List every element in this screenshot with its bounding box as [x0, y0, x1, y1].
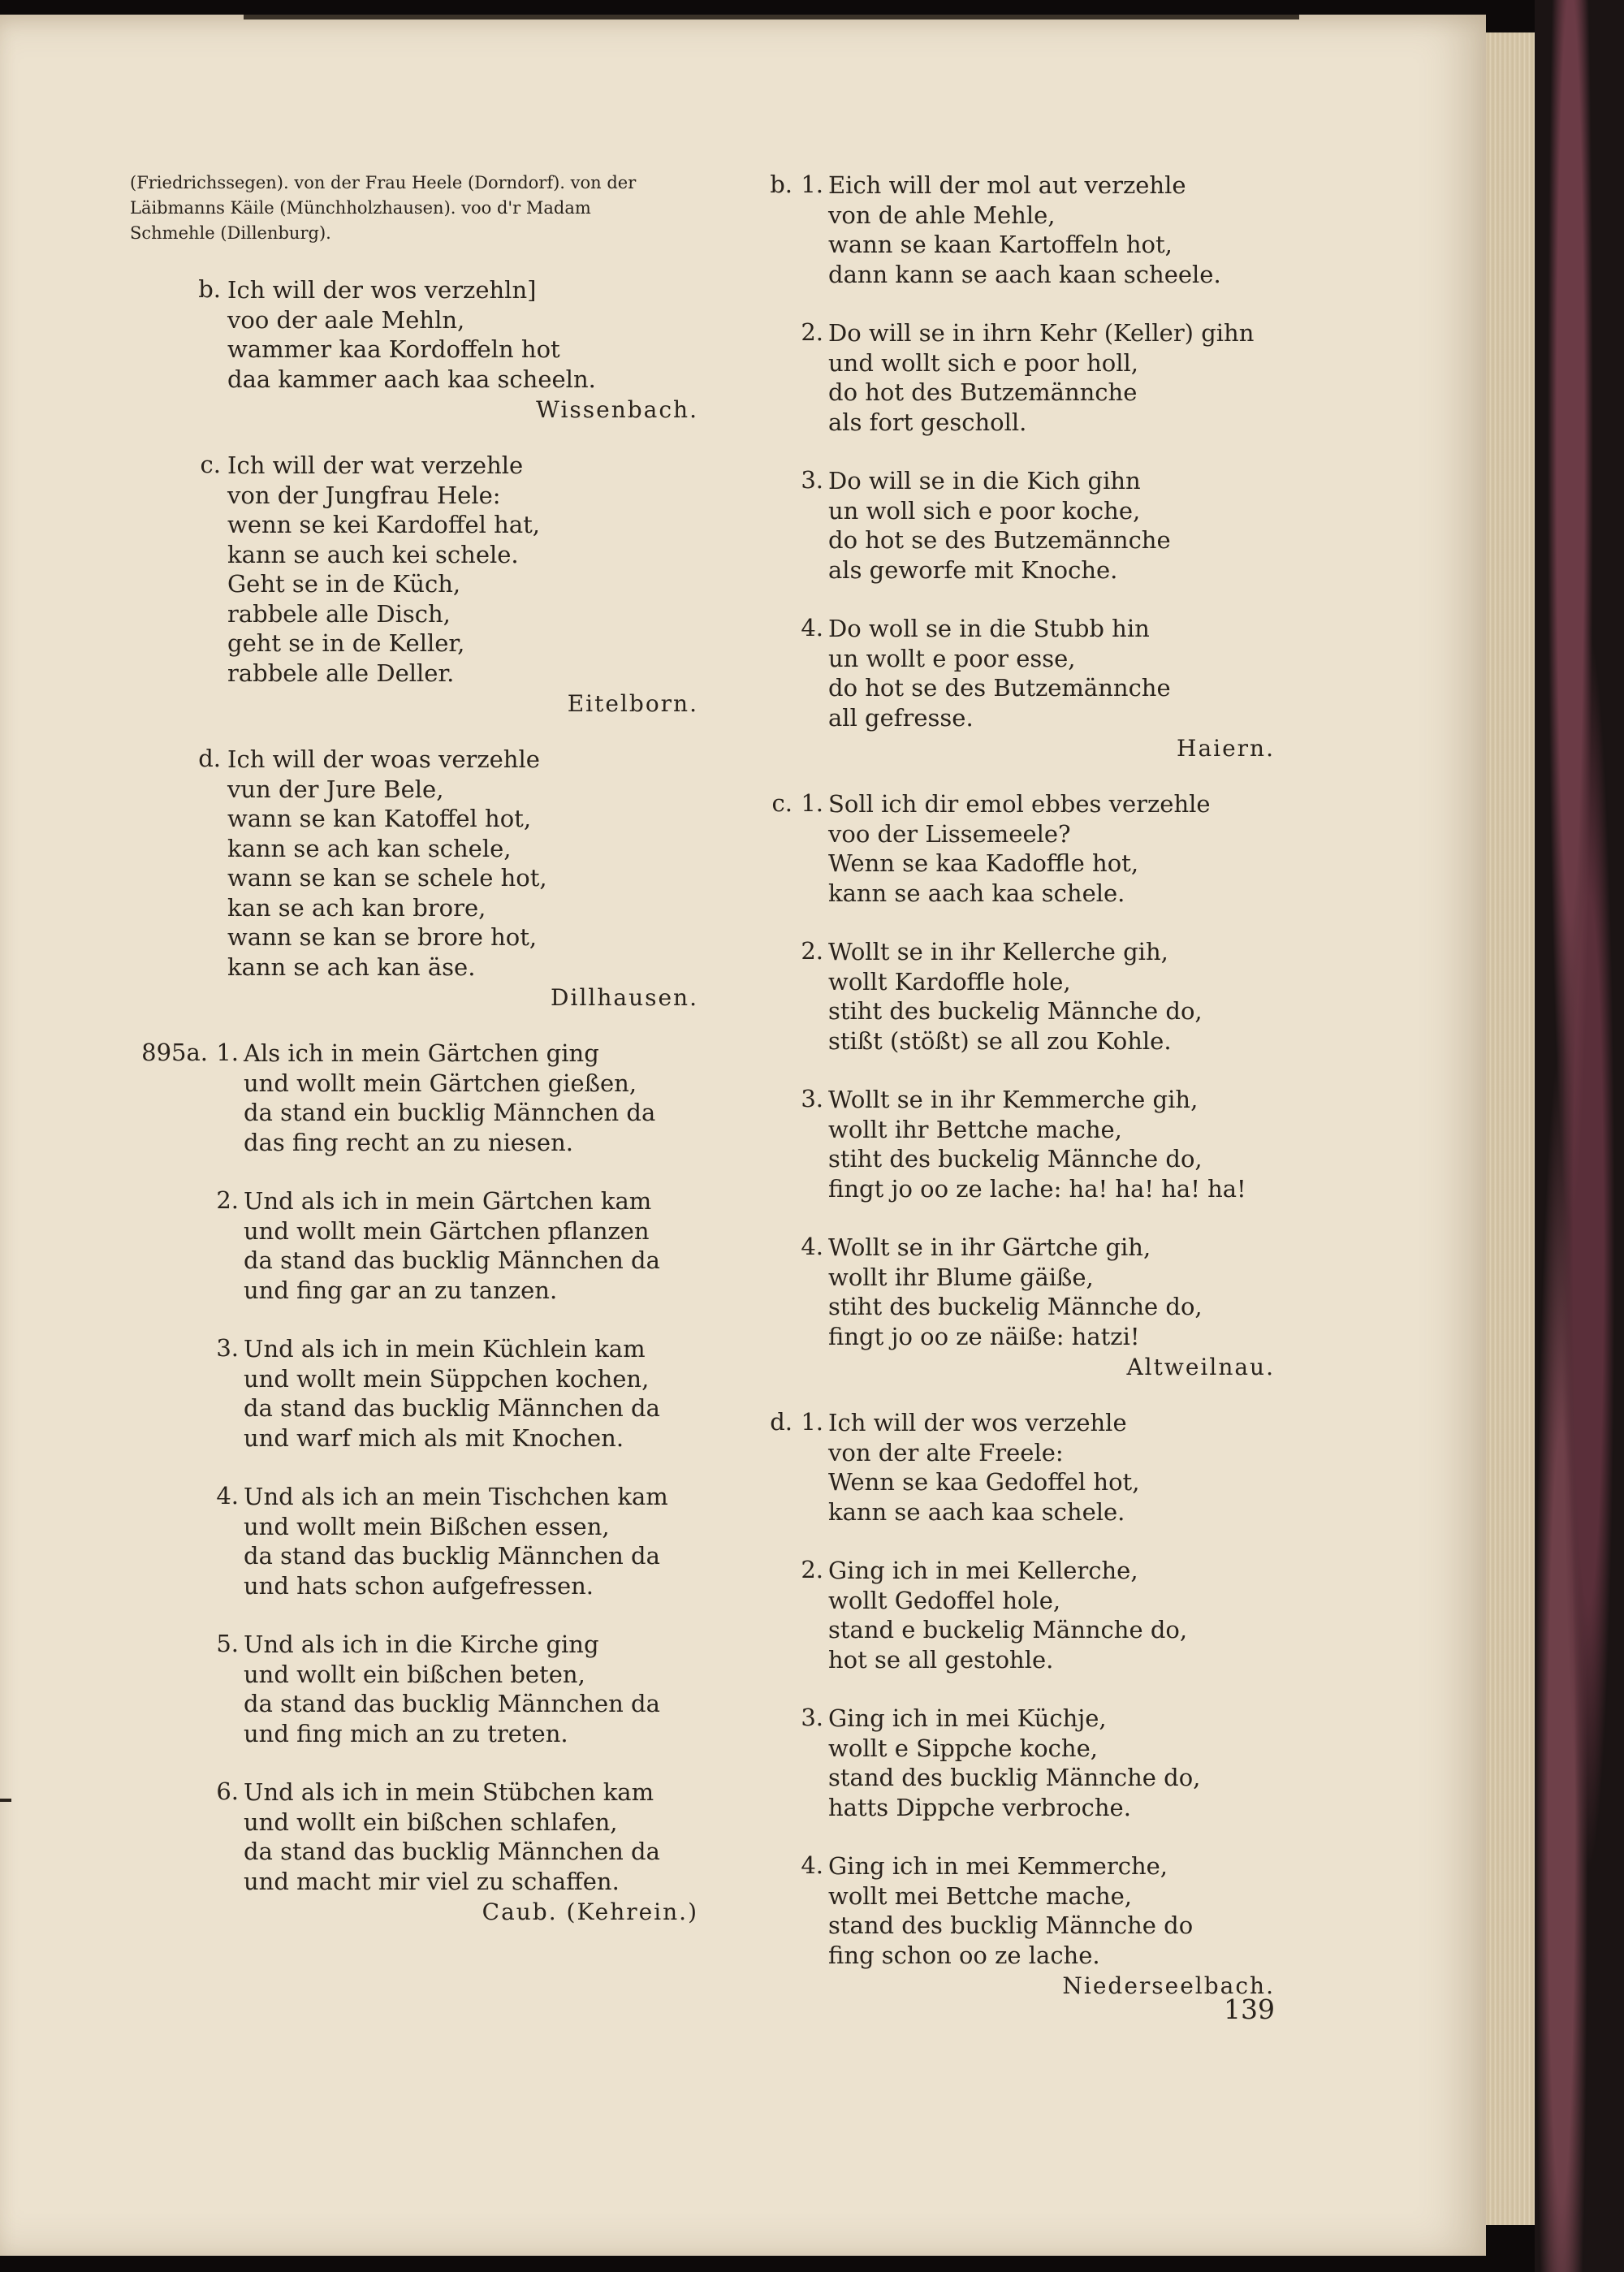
verse-line: stiht des buckelig Männche do, — [828, 1145, 1203, 1173]
verse-block — [130, 745, 698, 1014]
verse-line: Wenn se kaa Kadoffle hot, — [828, 849, 1139, 877]
place-name: Wissenbach. — [536, 396, 698, 423]
verse-line: kann se aach kaa schele. — [828, 879, 1125, 907]
verse-line: wenn se kei Kardoffel hat, — [227, 511, 540, 538]
verse-line: wollt ihr Blume gäiße, — [828, 1263, 1094, 1291]
stanza — [801, 466, 1275, 585]
stanza — [801, 1704, 1275, 1822]
verse-line: un woll sich e poor koche, — [828, 496, 1141, 525]
stanza-number: 1. — [216, 1039, 239, 1066]
stanza-number: 1. — [801, 171, 823, 198]
verse-line: Wollt se in ihr Gärtche gih, — [828, 1233, 1151, 1261]
place-name: Eitelborn. — [567, 690, 698, 717]
stanza-number: 2. — [216, 1186, 239, 1214]
stanza-number: 2. — [801, 937, 823, 965]
left-column — [130, 171, 698, 1953]
verse-block — [130, 275, 698, 426]
stanza-number: 5. — [216, 1630, 239, 1657]
verse-line: wollt e Sippche koche, — [828, 1734, 1098, 1762]
page-stack-edge — [1486, 32, 1535, 2225]
verse-line: stißt (stößt) se all zou Kohle. — [828, 1026, 1172, 1055]
verse-label: b. — [770, 171, 793, 198]
verse-line: Ich will der wos verzehle — [828, 1409, 1127, 1436]
verse-line: Und als ich in die Kirche ging — [244, 1631, 599, 1658]
verse-line: von de ahle Mehle, — [828, 201, 1056, 229]
intro-text: (Friedrichssegen). von der Frau Heele (Dorndorf). von der Läibmanns Käile (Münchholzhausen). voo d'r Madam Schmehle (Dillenburg). — [130, 173, 637, 243]
verse-line: und wollt mein Gärtchen gießen, — [244, 1069, 637, 1097]
verse-label: d. — [770, 1408, 793, 1436]
verse-line: da stand ein bucklig Männchen da — [244, 1099, 656, 1126]
verse-line: wann se kan Katoffel hot, — [227, 805, 532, 832]
verse-line: Und als ich in mein Gärtchen kam — [244, 1187, 652, 1215]
verse-line: Ich will der wat verzehle — [227, 451, 524, 479]
place-name: Haiern. — [1177, 735, 1275, 762]
verse-line: fing schon oo ze lache. — [828, 1941, 1100, 1969]
verse-line: rabbele alle Deller. — [227, 659, 455, 687]
verse-block — [130, 1039, 698, 1929]
verse-line: wann se kaan Kartoffeln hot, — [828, 231, 1173, 258]
stanza — [200, 451, 698, 688]
verse-line: da stand das bucklig Männchen da — [244, 1690, 660, 1717]
verse-line: von der Jungfrau Hele: — [227, 481, 501, 509]
book-cover — [1535, 0, 1624, 2272]
verse-line: hatts Dippche verbroche. — [828, 1793, 1131, 1821]
verse-line: wollt ihr Bettche mache, — [828, 1115, 1122, 1143]
verse-line: stand des bucklig Männche do, — [828, 1764, 1201, 1791]
verse-line: Eich will der mol aut verzehle — [828, 171, 1186, 199]
verse-block — [755, 1408, 1275, 2002]
verse-line: geht se in de Keller, — [227, 629, 465, 657]
stanza — [801, 1085, 1275, 1203]
verse-line: und wollt mein Bißchen essen, — [244, 1512, 610, 1540]
verse-line: und warf mich als mit Knochen. — [244, 1423, 624, 1452]
verse-line: kann se ach kan äse. — [227, 952, 476, 981]
verse-line: wammer kaa Kordoffeln hot — [227, 335, 560, 363]
stanza — [216, 1630, 698, 1748]
stanza — [198, 275, 698, 394]
verse-line: kann se auch kei schele. — [227, 540, 519, 568]
stanza — [771, 789, 1275, 908]
verse-label: 895a. — [141, 1039, 208, 1066]
verse-line: stand des bucklig Männche do — [828, 1911, 1194, 1939]
top-edge-shadow — [244, 15, 1299, 19]
verse-line: stiht des buckelig Männche do, — [828, 1293, 1203, 1320]
verse-line: fingt jo oo ze lache: ha! ha! ha! ha! — [828, 1174, 1246, 1203]
verse-line: kan se ach kan brore, — [227, 893, 486, 922]
place-name: Dillhausen. — [551, 984, 698, 1011]
stanza — [801, 318, 1275, 437]
verse-line: Als ich in mein Gärtchen ging — [244, 1039, 599, 1067]
verse-line: Wenn se kaa Gedoffel hot, — [828, 1468, 1140, 1496]
verse-line: Do will se in die Kich gihn — [828, 467, 1141, 495]
verse-line: Und als ich in mein Stübchen kam — [244, 1778, 654, 1806]
verse-line: Soll ich dir emol ebbes verzehle — [828, 790, 1211, 818]
verse-line: Geht se in de Küch, — [227, 570, 461, 598]
stanza — [770, 171, 1275, 289]
stanza — [141, 1039, 698, 1157]
margin-mark — [0, 1799, 11, 1802]
verse-line: wollt mei Bettche mache, — [828, 1881, 1133, 1910]
verse-block — [755, 171, 1275, 765]
verse-line: daa kammer aach kaa scheeln. — [227, 365, 596, 393]
verse-line: wollt Gedoffel hole, — [828, 1586, 1061, 1614]
verse-line: da stand das bucklig Männchen da — [244, 1838, 660, 1865]
stanza — [801, 1556, 1275, 1674]
verse-line: da stand das bucklig Männchen da — [244, 1246, 660, 1274]
verse-line: Wollt se in ihr Kellerche gih, — [828, 938, 1168, 965]
verse-line: do hot se des Butzemännche — [828, 526, 1171, 554]
verse-line: von der alte Freele: — [828, 1438, 1064, 1466]
stanza-number: 2. — [801, 318, 823, 346]
verse-line: Do will se in ihrn Kehr (Keller) gihn — [828, 319, 1255, 347]
verse-label: b. — [198, 275, 221, 303]
stanza-number: 4. — [216, 1482, 239, 1510]
stanza — [801, 937, 1275, 1056]
verse-line: Und als ich an mein Tischchen kam — [244, 1483, 668, 1510]
verse-line: und hats schon aufgefressen. — [244, 1571, 594, 1600]
place-name: Niederseelbach. — [1062, 1972, 1275, 1999]
verse-line: voo der Lissemeele? — [828, 819, 1071, 848]
verse-line: Wollt se in ihr Kemmerche gih, — [828, 1086, 1199, 1113]
stanza-number: 1. — [801, 789, 823, 817]
stanza-number: 4. — [801, 1233, 823, 1260]
place-name: Altweilnau. — [1126, 1354, 1275, 1380]
verse-line: als geworfe mit Knoche. — [828, 555, 1118, 584]
stanza — [216, 1186, 698, 1305]
verse-line: stand e buckelig Männche do, — [828, 1616, 1188, 1644]
verse-line: Und als ich in mein Küchlein kam — [244, 1335, 646, 1363]
stanza — [198, 745, 698, 982]
verse-line: wann se kan se brore hot, — [227, 923, 538, 951]
verse-line: dann kann se aach kaan scheele. — [828, 260, 1221, 288]
verse-line: Ich will der wos verzehln] — [227, 276, 537, 304]
stanza — [801, 1851, 1275, 1970]
stanza-number: 6. — [216, 1777, 239, 1805]
verse-line: hot se all gestohle. — [828, 1645, 1054, 1674]
verse-label: d. — [198, 745, 221, 772]
verse-line: und macht mir viel zu schaffen. — [244, 1867, 620, 1895]
verse-block — [130, 451, 698, 720]
verse-line: da stand das bucklig Männchen da — [244, 1542, 660, 1570]
verse-line: und wollt sich e poor holl, — [828, 348, 1138, 377]
verse-line: wann se kan se schele hot, — [227, 864, 547, 892]
verse-line: stiht des buckelig Männche do, — [828, 997, 1203, 1025]
verse-line: da stand das bucklig Männchen da — [244, 1394, 660, 1422]
stanza-number: 4. — [801, 614, 823, 641]
verse-line: und fing mich an zu treten. — [244, 1719, 568, 1747]
verse-line: kann se ach kan schele, — [227, 834, 512, 862]
verse-line: all gefresse. — [828, 703, 974, 732]
verse-line: Ging ich in mei Küchje, — [828, 1704, 1107, 1732]
verse-line: fingt jo oo ze näiße: hatzi! — [828, 1322, 1140, 1350]
stanza-number: 3. — [801, 1704, 823, 1731]
verse-line: das fing recht an zu niesen. — [244, 1128, 573, 1156]
verse-line: und wollt mein Süppchen kochen, — [244, 1364, 650, 1393]
stanza — [801, 1233, 1275, 1351]
verse-line: Ging ich in mei Kellerche, — [828, 1557, 1138, 1584]
verse-label: c. — [200, 451, 221, 478]
stanza — [770, 1408, 1275, 1527]
verse-line: Do woll se in die Stubb hin — [828, 615, 1150, 642]
verse-line: als fort gescholl. — [828, 408, 1027, 436]
stanza-number: 3. — [801, 1085, 823, 1112]
verse-label: c. — [771, 789, 793, 817]
stanza-number: 4. — [801, 1851, 823, 1879]
verse-line: rabbele alle Disch, — [227, 599, 451, 628]
verse-line: do hot se des Butzemännche — [828, 674, 1171, 702]
verse-line: vun der Jure Bele, — [227, 775, 444, 803]
stanza-number: 2. — [801, 1556, 823, 1583]
verse-line: und wollt ein bißchen schlafen, — [244, 1808, 618, 1836]
verse-line: und wollt ein bißchen beten, — [244, 1660, 585, 1688]
verse-line: kann se aach kaa schele. — [828, 1497, 1125, 1526]
verse-line: und fing gar an zu tanzen. — [244, 1276, 558, 1304]
verse-line: und wollt mein Gärtchen pflanzen — [244, 1216, 650, 1245]
stanza-number: 3. — [801, 466, 823, 494]
verse-line: voo der aale Mehln, — [227, 305, 465, 334]
verse-line: do hot des Butzemännche — [828, 378, 1138, 406]
stanza — [216, 1482, 698, 1600]
verse-block — [755, 789, 1275, 1384]
stanza-number: 3. — [216, 1334, 239, 1362]
verse-line: un wollt e poor esse, — [828, 644, 1076, 672]
stanza — [801, 614, 1275, 732]
right-column — [755, 171, 1275, 2027]
stanza — [216, 1777, 698, 1896]
verse-line: Ich will der woas verzehle — [227, 745, 540, 773]
stanza-number: 1. — [801, 1408, 823, 1436]
verse-line: Ging ich in mei Kemmerche, — [828, 1852, 1168, 1880]
place-name: Caub. (Kehrein.) — [482, 1898, 698, 1925]
page-number: 139 — [1224, 1993, 1275, 2025]
verse-line: wollt Kardoffle hole, — [828, 967, 1071, 996]
